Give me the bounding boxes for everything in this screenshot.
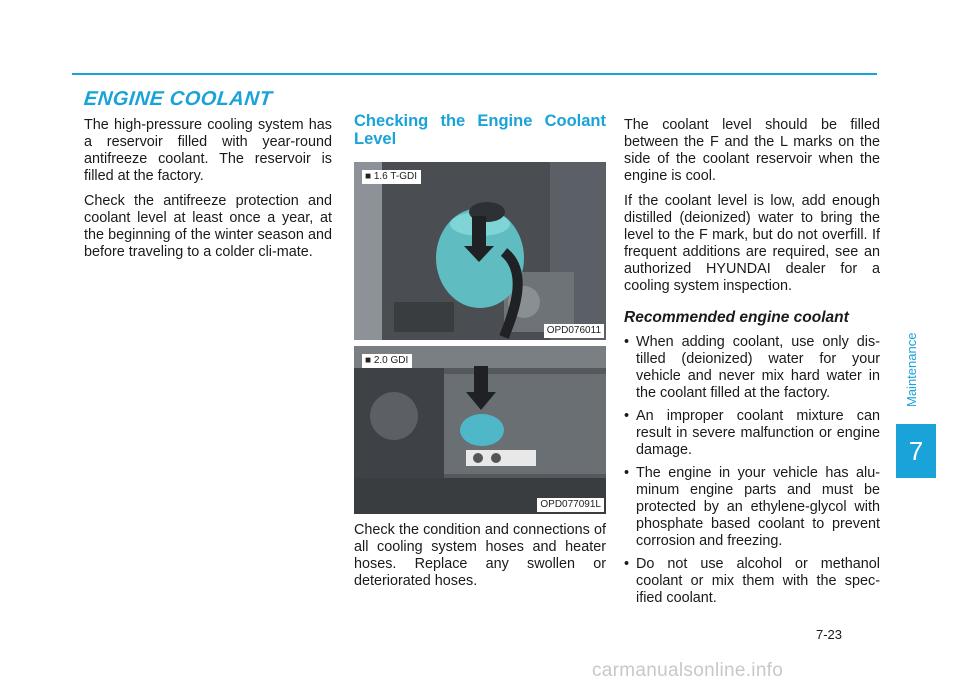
- paragraph: Check the antifreeze protection and coolant level at least once a year, at the beginning of the winter season and before traveling to a colder cli-mate.: [84, 193, 332, 260]
- column-intro: [84, 117, 332, 269]
- paragraph: If the coolant level is low, add enough distilled (deionized) water to bring the level to the F mark, but do not overfill. If frequent additions are required, see an authorized HYUNDAI dealer for a cooling system inspection.: [624, 193, 880, 294]
- engine-bay-illustration: [354, 346, 606, 514]
- paragraph: Check the condition and connections of all cooling system hoses and heater hoses. Replace any swollen or deteriorated hoses.: [354, 522, 606, 589]
- list-item: • An improper coolant mixture can result in severe malfunction or engine damage.: [624, 408, 880, 459]
- watermark: carmanualsonline.info: [592, 660, 784, 681]
- column-checking: [354, 112, 606, 598]
- engine-photo-2-0-gdi: [354, 346, 606, 514]
- chapter-sidebar: [896, 71, 936, 471]
- photo-code: OPD076011: [544, 324, 604, 338]
- engine-variant-label: ■ 2.0 GDI: [362, 354, 412, 368]
- subsection-heading: Checking the Engine Coolant Level: [354, 112, 606, 148]
- list-item: • When adding coolant, use only dis-tilled (deionized) water for your vehicle and never mix hard water in the coolant filled at the factory.: [624, 334, 880, 402]
- coolant-bullet-list: [624, 334, 880, 607]
- paragraph: The coolant level should be filled between the F and the L marks on the side of the coolant reservoir when the engine is cool.: [624, 117, 880, 184]
- column-coolant-level: [624, 117, 880, 613]
- engine-variant-label: ■ 1.6 T-GDI: [362, 170, 421, 184]
- chapter-label: Maintenance: [904, 332, 919, 407]
- engine-photo-1-6-tgdi: [354, 162, 606, 340]
- paragraph: The high-pressure cooling system has a reservoir filled with year-round antifreeze coolant. The reservoir is filled at the factory.: [84, 117, 332, 184]
- header-rule: [72, 73, 877, 75]
- chapter-tab[interactable]: 7: [896, 424, 936, 478]
- page-number: 7-23: [816, 627, 843, 642]
- recommended-coolant-heading: Recommended engine coolant: [624, 309, 849, 326]
- section-title: ENGINE COOLANT: [82, 88, 274, 110]
- list-item: • Do not use alcohol or methanol coolant or mix them with the spec-ified coolant.: [624, 556, 880, 607]
- engine-bay-illustration: [354, 162, 606, 340]
- list-item: • The engine in your vehicle has alu-minum engine parts and must be protected by an ethylene-glycol with phosphate based coolant to prevent corrosion and freezing.: [624, 465, 880, 550]
- photo-code: OPD077091L: [537, 498, 604, 512]
